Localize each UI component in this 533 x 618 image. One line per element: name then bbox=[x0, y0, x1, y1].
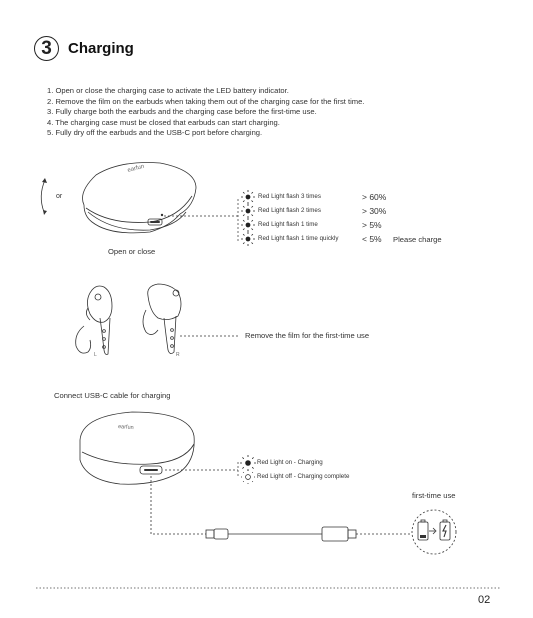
usb-heading: Connect USB-C cable for charging bbox=[54, 391, 171, 400]
rotate-label: or bbox=[56, 193, 63, 200]
brand-mark: earfun bbox=[126, 163, 145, 174]
red-light-flash-icon bbox=[241, 218, 255, 232]
legend-text: Red Light flash 2 times bbox=[258, 207, 321, 214]
legend-text: Red Light flash 3 times bbox=[258, 193, 321, 200]
battery-charge-icon bbox=[412, 510, 456, 554]
instruction-step: 1. Open or close the charging case to activate the LED battery indicator. bbox=[47, 86, 289, 95]
legend-text: Red Light flash 1 time quickly bbox=[258, 235, 339, 242]
red-light-flash-icon bbox=[241, 204, 255, 218]
red-light-flash-icon bbox=[241, 190, 255, 204]
earbuds-figure bbox=[76, 284, 181, 355]
battery-percentage: > 60% bbox=[362, 192, 387, 202]
led-indicator bbox=[161, 214, 163, 216]
red-light-flash-icon bbox=[241, 232, 255, 246]
instruction-step: 3. Fully charge both the earbuds and the charging case before the first-time use. bbox=[47, 107, 317, 117]
page-title: Charging bbox=[68, 40, 134, 57]
legend-text: Red Light on - Charging bbox=[257, 459, 323, 466]
closed-case-figure bbox=[80, 412, 194, 484]
earbuds-caption: Remove the film for the first-time use bbox=[245, 331, 370, 340]
battery-percentage: < 5% bbox=[362, 234, 382, 244]
left-earbud bbox=[76, 286, 112, 355]
instruction-step: 4. The charging case must be closed that earbuds can start charging. bbox=[47, 117, 280, 127]
right-mark: R bbox=[176, 352, 180, 358]
light-off-icon bbox=[240, 469, 256, 485]
flash-light-icons bbox=[241, 190, 255, 246]
cable-plug bbox=[206, 530, 214, 538]
right-earbud bbox=[143, 284, 181, 354]
first-time-label: first-time use bbox=[412, 491, 456, 500]
legend-text: Red Light off - Charging complete bbox=[257, 473, 350, 480]
page-number: 02 bbox=[478, 594, 491, 606]
legend-text: Red Light flash 1 time bbox=[258, 221, 318, 228]
instruction-step: 2. Remove the film on the earbuds when taking them out of the charging case for the first time. bbox=[47, 96, 365, 106]
usb-c-cable bbox=[151, 476, 412, 541]
battery-percentage: > 30% bbox=[362, 206, 387, 216]
light-on-icon bbox=[240, 455, 256, 471]
case-caption: Open or close bbox=[108, 247, 156, 256]
instruction-step: 5. Fully dry off the earbuds and the USB-C port before charging. bbox=[47, 128, 263, 138]
battery-percentage: > 5% bbox=[362, 220, 382, 230]
section-number: 3 bbox=[41, 38, 52, 59]
charge-note: Please charge bbox=[393, 235, 442, 244]
rotate-arrow-icon bbox=[41, 180, 45, 212]
left-mark: L bbox=[94, 352, 97, 358]
charging-case-figure bbox=[41, 163, 196, 233]
brand-mark: earfun bbox=[117, 424, 134, 432]
